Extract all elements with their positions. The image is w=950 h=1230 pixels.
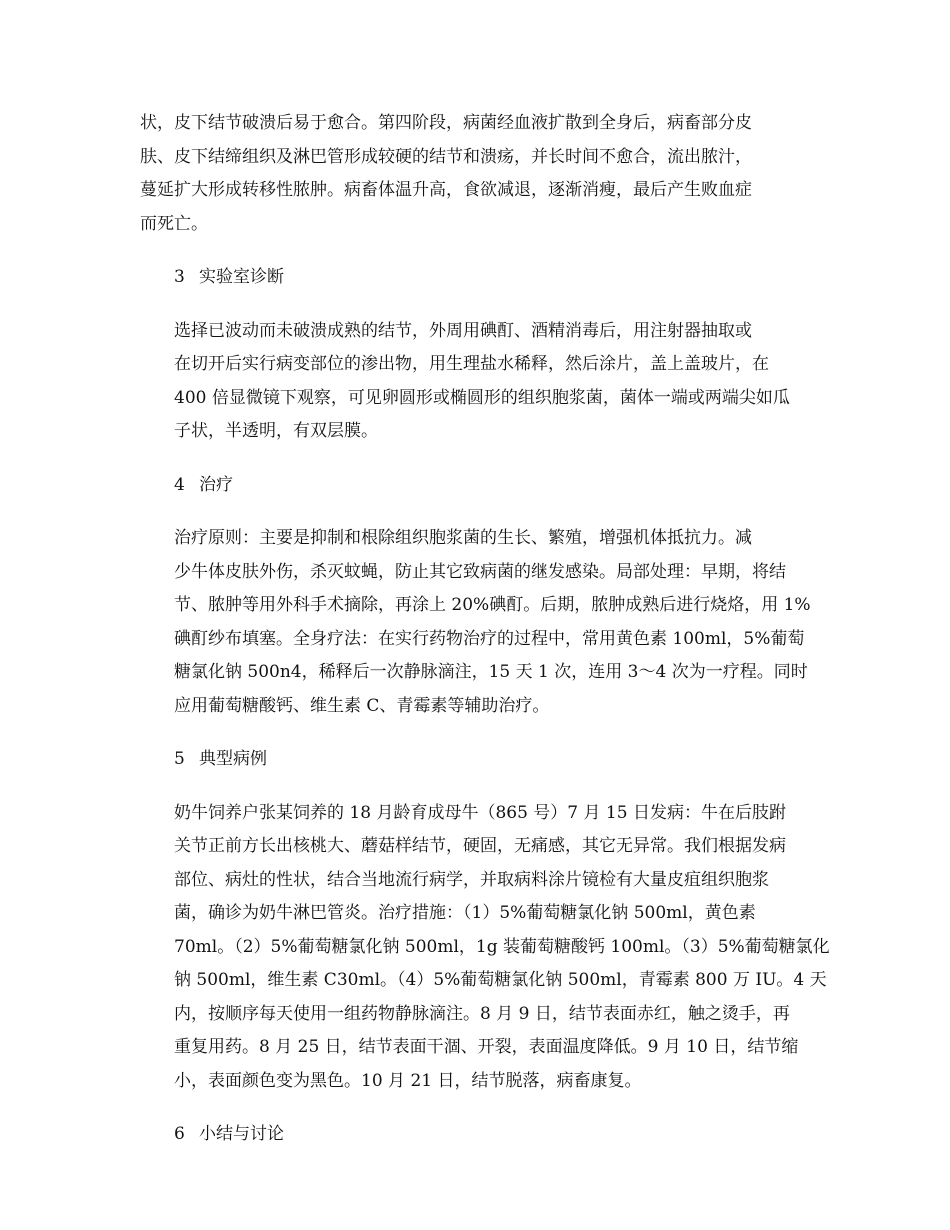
text-line: 关节正前方长出核桃大、蘑菇样结节，硬固，无痛感，其它无异常。我们根据发病 [174, 836, 786, 856]
text-line: 治疗原则：主要是抑制和根除组织胞浆菌的生长、繁殖，增强机体抵抗力。减 [174, 528, 752, 548]
section-heading-typical-case [140, 743, 812, 777]
text-line: 少牛体皮肤外伤，杀灭蚊蝇，防止其它致病菌的继发感染。局部处理：早期，将结 [174, 561, 786, 582]
paragraph-lab-diagnosis [140, 315, 812, 449]
paragraph-typical-case [140, 797, 830, 1099]
section-heading-treatment [140, 469, 812, 503]
text-line: 70ml。（2）5%葡萄糖氯化钠 500ml，1g 装葡萄糖酸钙 100ml。（3）5%葡萄糖氯化 [174, 936, 830, 957]
paragraph-treatment [140, 522, 812, 723]
text-line: 钠 500ml，维生素 C30ml。（4）5%葡萄糖氯化钠 500ml，青霉素 800 万 IU。4 天 [174, 970, 827, 990]
section-number: 6 [174, 1124, 185, 1144]
section-number: 5 [174, 749, 185, 769]
text-line: 菌，确诊为奶牛淋巴管炎。治疗措施：（1）5%葡萄糖氯化钠 500ml，黄色素 [174, 903, 756, 923]
paragraph-stage-four [140, 107, 812, 241]
text-line: 应用葡萄糖酸钙、维生素 C、青霉素等辅助治疗。 [174, 695, 550, 716]
text-line: 在切开后实行病变部位的渗出物，用生理盐水稀释，然后涂片，盖上盖玻片，在 [174, 354, 769, 374]
section-title: 小结与讨论 [199, 1124, 284, 1144]
text-line: 内，按顺序每天使用一组药物静脉滴注。8 月 9 日，结节表面赤红，触之烫手，再 [174, 1003, 790, 1024]
section-number: 4 [174, 474, 185, 495]
text-line: 重复用药。8 月 25 日，结节表面干涸、开裂，表面温度降低。9 月 10 日，结节缩 [174, 1037, 799, 1057]
section-number: 3 [174, 267, 185, 287]
text-line: 蔓延扩大形成转移性脓肿。病畜体温升高，食欲减退，逐渐消瘦，最后产生败血症 [140, 180, 752, 200]
section-heading-summary [140, 1118, 812, 1152]
text-line: 选择已波动而未破溃成熟的结节，外周用碘酊、酒精消毒后，用注射器抽取或 [174, 320, 752, 341]
section-title: 治疗 [199, 474, 233, 495]
text-line: 奶牛饲养户张某饲养的 18 月龄育成母牛（865 号）7 月 15 日发病：牛在后肢跗 [174, 802, 786, 823]
text-line: 部位、病灶的性状，结合当地流行病学，并取病料涂片镜检有大量皮疽组织胞浆 [174, 869, 769, 890]
document-page [140, 107, 830, 1172]
text-line: 小，表面颜色变为黑色。10 月 21 日，结节脱落，病畜康复。 [174, 1070, 642, 1091]
section-title: 实验室诊断 [199, 267, 284, 287]
text-line: 而死亡。 [140, 213, 208, 234]
text-line: 状，皮下结节破溃后易于愈合。第四阶段，病菌经血液扩散到全身后，病畜部分皮 [140, 113, 752, 133]
text-line: 肤、皮下结缔组织及淋巴管形成较硬的结节和溃疡，并长时间不愈合，流出脓汁， [140, 146, 752, 167]
text-line: 节、脓肿等用外科手术摘除，再涂上 20%碘酊。后期，脓肿成熟后进行烧烙，用 1% [174, 595, 811, 615]
section-title: 典型病例 [199, 749, 267, 769]
text-line: 子状，半透明，有双层膜。 [174, 421, 378, 441]
section-heading-lab-diagnosis [140, 261, 812, 295]
text-line: 糖氯化钠 500n4，稀释后一次静脉滴注，15 天 1 次，连用 3～4 次为一疗程。同时 [174, 662, 808, 682]
text-line: 碘酊纱布填塞。全身疗法：在实行药物治疗的过程中，常用黄色素 100ml，5%葡萄 [174, 628, 805, 649]
text-line: 400 倍显微镜下观察，可见卵圆形或椭圆形的组织胞浆菌，菌体一端或两端尖如瓜 [174, 387, 790, 408]
